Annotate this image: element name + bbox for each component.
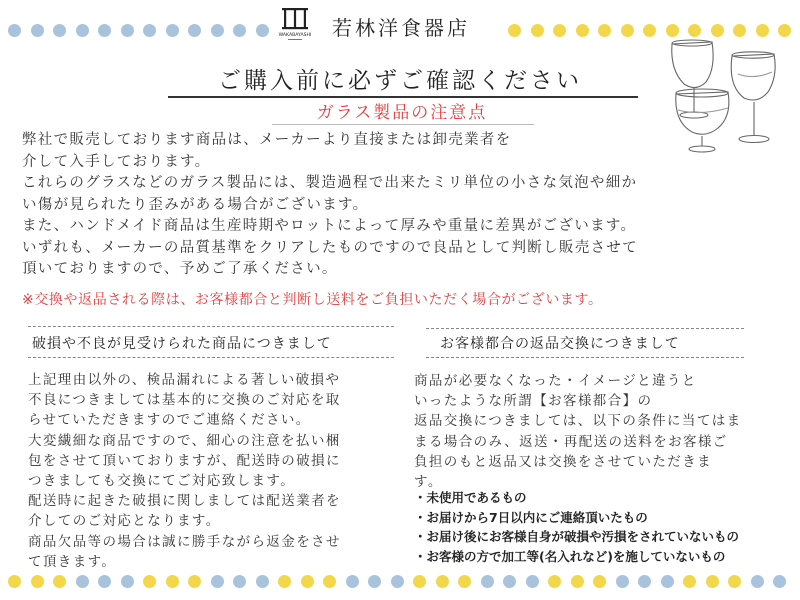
decorative-dot <box>256 575 269 588</box>
return-line: 返品交換につきましては、以下の条件に当てはま <box>414 413 742 430</box>
return-condition: ・お届け後にお客様自身が破損や汚損をされていないもの <box>414 529 740 545</box>
decorative-dot <box>616 575 629 588</box>
decorative-dot <box>593 575 606 588</box>
decorative-dot <box>53 575 66 588</box>
intro-line: い傷が見られたり歪みがある場合がございます。 <box>22 196 369 213</box>
decorative-dot <box>301 575 314 588</box>
intro-line: 弊社で販売しております商品は、メーカーより直接または卸売業者を <box>22 132 512 148</box>
return-line: いったような所謂【お客様都合】の <box>414 393 653 410</box>
return-condition: ・お届けから7日以内にご連絡頂いたもの <box>414 509 648 525</box>
intro-line: いずれも、メーカーの品質基準をクリアしたものですので良品として判断し販売させて <box>22 239 638 256</box>
decorative-dot <box>76 575 89 588</box>
decorative-dot <box>773 575 786 588</box>
decorative-dot <box>683 575 696 588</box>
damage-line: 包をさせて頂いておりますが、配送時の破損に <box>28 452 341 469</box>
intro-line: また、ハンドメイド商品は生産時期やロットによって厚みや重量に差異がございます。 <box>22 218 637 234</box>
damage-section-heading: 破損や不良が見受けられた商品につきまして <box>32 336 332 352</box>
return-line: す。 <box>414 474 443 491</box>
logo-text: WAKABAYASHI <box>278 33 312 38</box>
return-line: 負担のもと返品又は交換をさせていただきま <box>414 453 712 470</box>
decorative-dot <box>571 575 584 588</box>
decorative-dot <box>576 24 589 37</box>
decorative-dot <box>481 575 494 588</box>
decorative-dot <box>706 575 719 588</box>
return-section-heading: お客様都合の返品交換につきまして <box>440 336 680 352</box>
decorative-dot <box>8 575 21 588</box>
decorative-dot <box>211 575 224 588</box>
damage-line: 大変繊細な商品ですので、細心の注意を払い梱 <box>28 432 341 449</box>
decorative-dot <box>526 575 539 588</box>
damage-line: て頂きます。 <box>28 553 117 570</box>
damage-line: 上記理由以外の、検品漏れによる著しい破損や <box>28 372 341 388</box>
brand-logo <box>276 6 314 44</box>
decorative-dot <box>643 24 656 37</box>
decorative-dot <box>121 575 134 588</box>
right-heading-bottom-rule <box>426 357 744 358</box>
decorative-dot <box>503 575 516 588</box>
decorative-dot <box>368 575 381 588</box>
bottom-dot-border <box>0 572 800 592</box>
damage-line: 商品欠品等の場合は誠に勝手ながら返金をさせ <box>28 533 341 550</box>
return-line: まる場合のみ、返送・再配送の送料をお客様ご <box>414 433 728 450</box>
return-line: 商品が必要なくなった・イメージと違うと <box>414 373 697 389</box>
decorative-dot <box>143 575 156 588</box>
decorative-dot <box>751 575 764 588</box>
decorative-dot <box>31 575 44 588</box>
return-conditions-list <box>414 488 739 566</box>
decorative-dot <box>346 575 359 588</box>
right-heading-top-rule <box>426 328 744 329</box>
decorative-dot <box>278 575 291 588</box>
decorative-dot <box>391 575 404 588</box>
decorative-dot <box>621 24 634 37</box>
subtitle-divider <box>272 124 534 125</box>
page-title: ご購入前に必ずご確認ください <box>218 68 582 94</box>
intro-line: これらのグラスなどのガラス製品には、製造過程で出来たミリ単位の小さな気泡や細か <box>22 175 638 191</box>
shop-name: 若林洋食器店 <box>332 16 470 40</box>
return-section-body <box>414 371 742 492</box>
decorative-dot <box>233 575 246 588</box>
decorative-dot <box>728 575 741 588</box>
return-condition: ・お客様の方で加工等(名入れなど)を施していないもの <box>414 548 726 564</box>
shipping-cost-notice: ※交換や返品される際は、お客様都合と判断し送料をご負担いただく場合がございます。 <box>22 292 603 308</box>
damage-section-body <box>28 370 341 572</box>
decorative-dot <box>548 575 561 588</box>
decorative-dot <box>508 24 521 37</box>
damage-line: つきましても交換にてご対応致します。 <box>28 473 296 490</box>
decorative-dot <box>413 575 426 588</box>
page-subtitle: ガラス製品の注意点 <box>316 103 488 123</box>
intro-paragraph <box>22 130 792 281</box>
decorative-dot <box>598 24 611 37</box>
decorative-dot <box>323 575 336 588</box>
intro-line: 介して入手しております。 <box>22 153 211 170</box>
damage-line: 配送時に起きた破損に関しましては配送業者を <box>28 493 341 510</box>
damage-line: 不良につきましては基本的に交換のご対応を取 <box>28 392 341 409</box>
left-heading-bottom-rule <box>28 357 394 358</box>
decorative-dot <box>531 24 544 37</box>
damage-line: 介してのご対応となります。 <box>28 513 221 530</box>
decorative-dot <box>188 575 201 588</box>
left-heading-top-rule <box>28 326 394 327</box>
damage-line: らせていただきますのでご連絡ください。 <box>28 412 311 429</box>
decorative-dot <box>98 575 111 588</box>
intro-line: 頂いておりますので、予めご了承ください。 <box>22 261 338 277</box>
decorative-dot <box>458 575 471 588</box>
decorative-dot <box>661 575 674 588</box>
decorative-dot <box>553 24 566 37</box>
decorative-dot <box>436 575 449 588</box>
return-condition: ・未使用であるもの <box>414 490 527 505</box>
decorative-dot <box>638 575 651 588</box>
decorative-dot <box>166 575 179 588</box>
